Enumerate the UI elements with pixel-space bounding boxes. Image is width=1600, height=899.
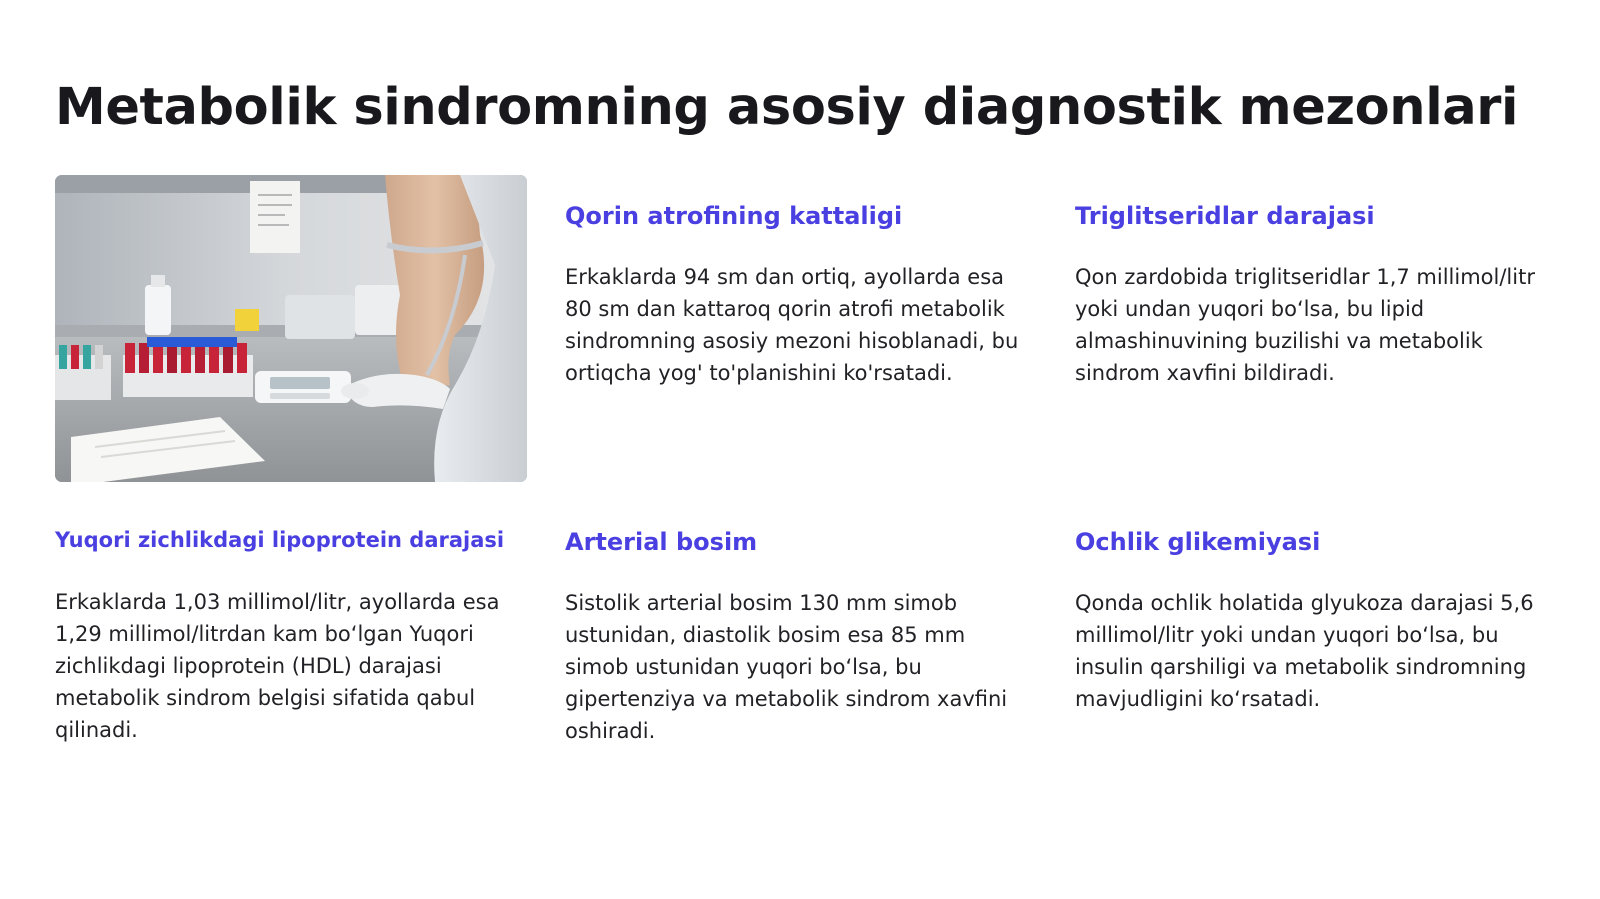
card-heading: Qorin atrofining kattaligi [565, 202, 903, 230]
card-blood-pressure [565, 528, 1033, 747]
card-heading: Ochlik glikemiyasi [1075, 528, 1321, 556]
card-body: Sistolik arterial bosim 130 mm simob ustunidan, diastolik bosim esa 85 mm simob ustunidan yuqori bo‘lsa, bu gipertenziya va metabolik sindrom xavfini oshiradi. [565, 590, 1008, 743]
card-body: Qon zardobida triglitseridlar 1,7 millimol/litr yoki undan yuqori bo‘lsa, bu lipid almashinuvining buzilishi va metabolik sindrom xavfini bildiradi. [1075, 264, 1535, 385]
card-heading: Arterial bosim [565, 528, 758, 556]
lab-photo [55, 175, 527, 482]
card-body: Qonda ochlik holatida glyukoza darajasi 5,6 millimol/litr yoki undan yuqori bo‘lsa, bu insulin qarshiligi va metabolik sindromning mavjudligini ko‘rsatadi. [1075, 590, 1534, 711]
card-heading: Triglitseridlar darajasi [1075, 202, 1375, 230]
card-body: Erkaklarda 1,03 millimol/litr, ayollarda esa 1,29 millimol/litrdan kam bo‘lgan Yuqori zichlikdagi lipoprotein (HDL) darajasi metabolik sindrom belgisi sifatida qabul qilinadi. [55, 590, 500, 743]
card-heading: Yuqori zichlikdagi lipoprotein darajasi [55, 528, 505, 552]
card-body: Erkaklarda 94 sm dan ortiq, ayollarda esa 80 sm dan kattaroq qorin atrofi metabolik sindromning asosiy mezoni hisoblanadi, bu ortiqcha yog' to'planishini ko'rsatadi. [565, 264, 1019, 385]
card-hdl [55, 528, 523, 746]
slide-title: Metabolik sindromning asosiy diagnostik mezonlari [55, 78, 1519, 137]
card-triglycerides [1075, 202, 1543, 389]
card-fasting-glucose [1075, 528, 1543, 715]
card-waist-circumference [565, 202, 1033, 389]
